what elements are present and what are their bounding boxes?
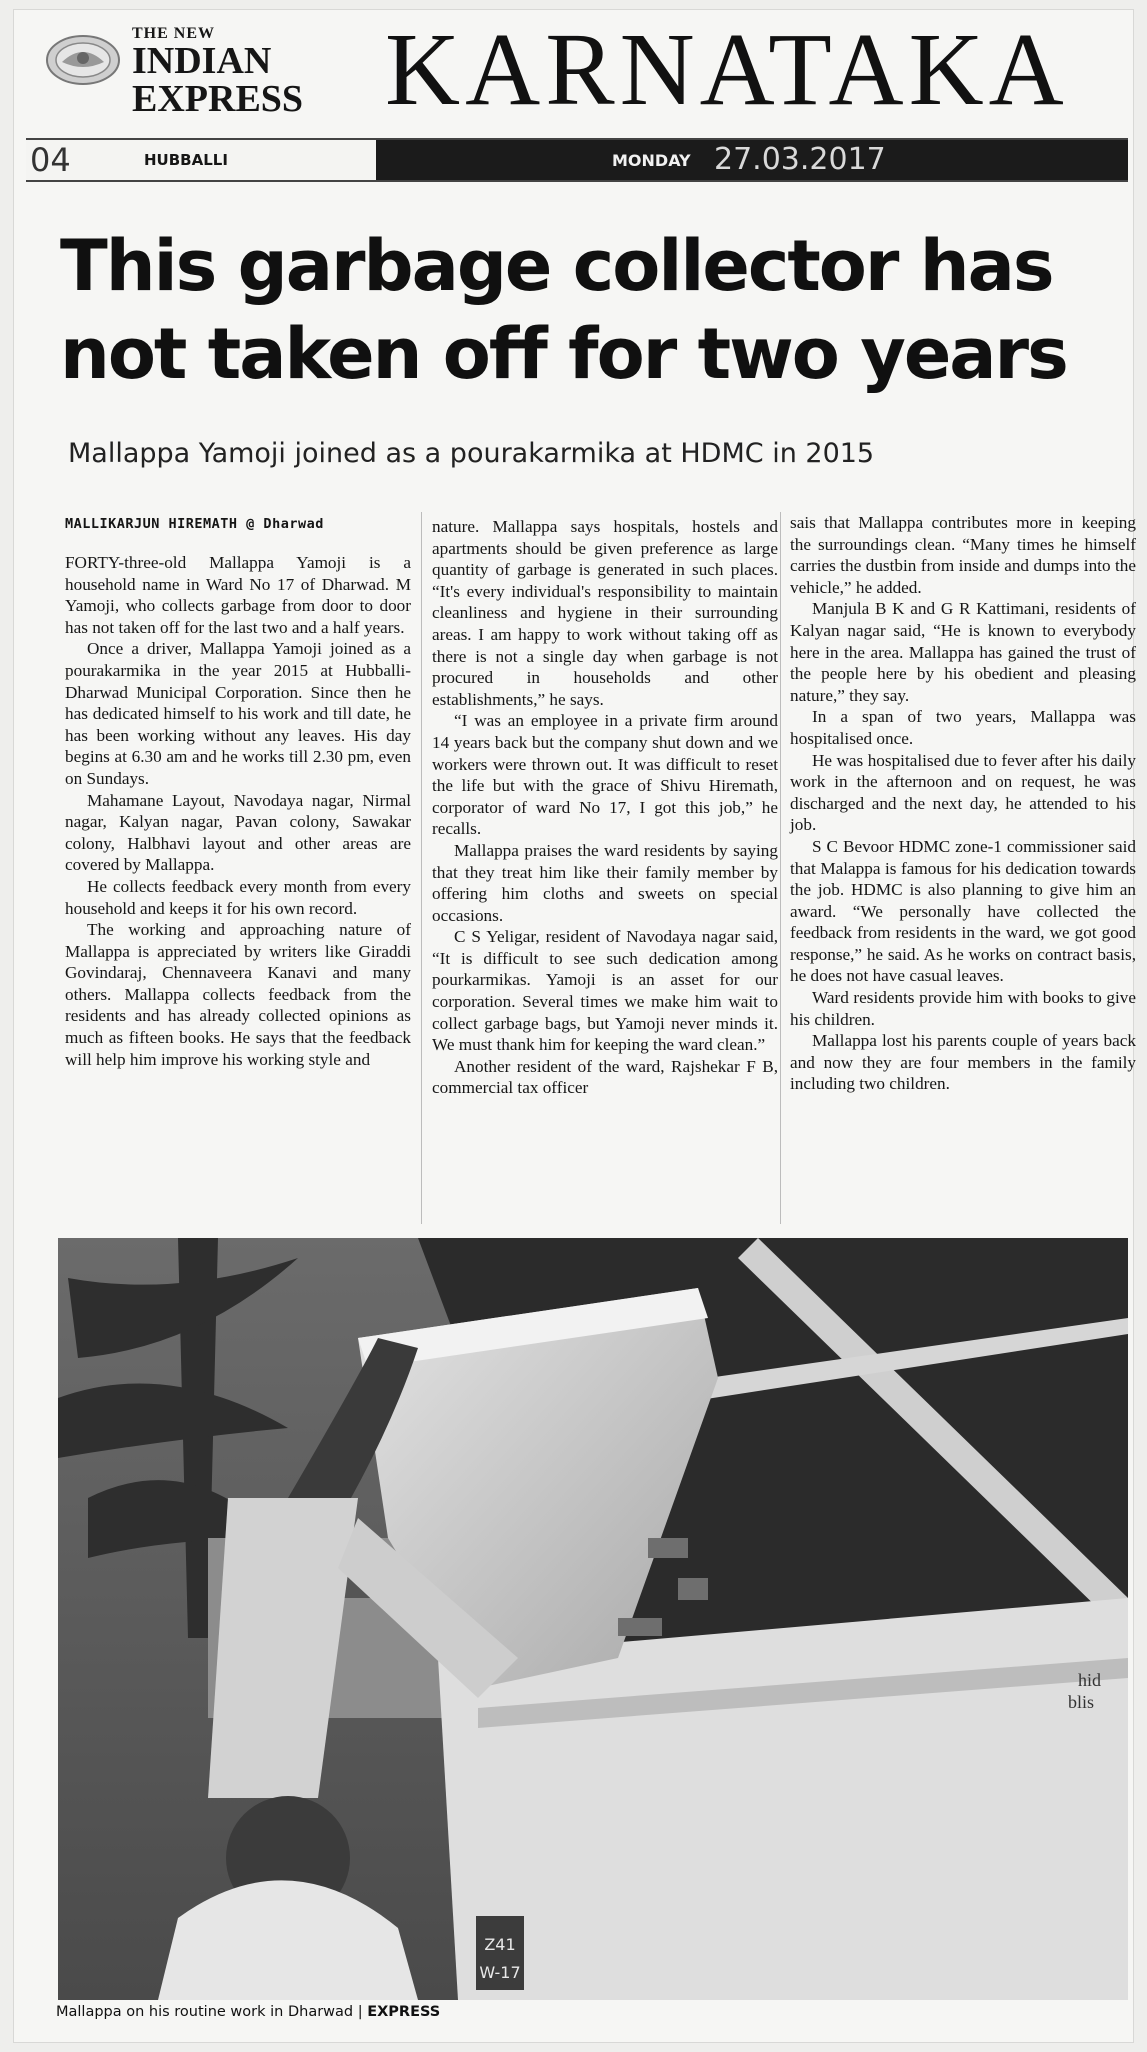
newspaper-logo-icon — [42, 30, 124, 90]
byline: MALLIKARJUN HIREMATH @ Dharwad — [65, 516, 324, 532]
paragraph: FORTY-three-old Mallappa Yamoji is a household name in Ward No 17 of Dharwad. M Yamoji, who collects garbage from door to door has not taken off for the last two and a half years. — [65, 553, 411, 637]
paragraph: Once a driver, Mallappa Yamoji joined as a pourakarmika in the year 2015 at Hubballi-Dharwad Municipal Corporation. Since then he has dedicated himself to his work and till date, he has been working without any leaves. His day begins at 6.30 am and he works till 2.30 pm, even on Sundays. — [65, 639, 411, 788]
column-rule — [780, 512, 781, 1224]
brand-line-2: INDIAN — [132, 40, 272, 82]
article-column-3 — [790, 512, 1136, 1095]
paragraph: C S Yeligar, resident of Navodaya nagar said, “It is difficult to see such dedication among pourkarmikas. Yamoji is an asset for our corporation. Several times we make him wait to collect garbage bags, but Yamoji never minds it. We must thank him for keeping the ward clean.” — [432, 927, 778, 1055]
issue-day: MONDAY — [612, 151, 691, 170]
brand-line-3: EXPRESS — [132, 78, 304, 120]
date-bar — [376, 140, 1128, 180]
paragraph: He was hospitalised due to fever after his daily work in the afternoon and on request, he was discharged and the next day, he attended to his job. — [790, 750, 1136, 835]
paragraph: The working and approaching nature of Mallappa is appreciated by writers like Giraddi Govindaraj, Chennaveera Kanavi and many others. Mallappa collects feedback from the residents and has already collected opinions as much as fifteen books. He says that the feedback will help him improve his working style and — [65, 920, 411, 1069]
issue-date: 27.03.2017 — [714, 142, 886, 177]
deck: Mallappa Yamoji joined as a pourakarmika at HDMC in 2015 — [68, 438, 875, 469]
caption-credit: EXPRESS — [367, 2004, 441, 2020]
plate-line-2: W-17 — [479, 1963, 521, 1982]
paragraph: S C Bevoor HDMC zone-1 commissioner said that Malappa is famous for his dedication towards the job. HDMC is also planning to give him an award. “We personally have collected the feedback from residents in the ward, we got good response,” he said. As he works on contract basis, he does not have casual leaves. — [790, 836, 1136, 986]
column-rule — [421, 512, 422, 1224]
edition-name: HUBBALLI — [144, 151, 228, 169]
paragraph: He collects feedback every month from every household and keeps it for his own record. — [65, 876, 411, 918]
article-column-1 — [65, 552, 411, 1070]
brand-line-1: THE NEW — [132, 25, 216, 42]
paragraph: sais that Mallappa contributes more in keeping the surroundings clean. “Many times he himself carries the dustbin from inside and dumps into the vehicle,” he added. — [790, 513, 1136, 597]
section-title: KARNATAKA — [385, 12, 1069, 127]
caption-text: Mallappa on his routine work in Dharwad — [56, 2004, 354, 2020]
article-column-2 — [432, 516, 778, 1099]
edition-strip — [26, 138, 1128, 182]
paragraph: Mallappa praises the ward residents by saying that they treat him like their family member by offering him cloths and sweets on special occasions. — [432, 840, 778, 925]
plate-line-1: Z41 — [484, 1935, 516, 1954]
paragraph: Mallappa lost his parents couple of years back and now they are four members in the family including two children. — [790, 1031, 1136, 1094]
page-number: 04 — [30, 141, 71, 179]
paragraph: Another resident of the ward, Rajshekar F B, commercial tax officer — [432, 1056, 778, 1098]
headline: This garbage collector has not taken off for two years — [60, 225, 1067, 395]
paragraph: “I was an employee in a private firm around 14 years back but the company shut down and we workers were thrown out. It was difficult to reset the life but with the grace of Shivu Hiremath, corporator of ward No 17, I got this job,” he recalls. — [432, 711, 778, 839]
paragraph: Mahamane Layout, Navodaya nagar, Nirmal nagar, Kalyan nagar, Pavan colony, Sawakar colony, Halbhavi layout and other areas are covered by Mallappa. — [65, 790, 411, 875]
paragraph: nature. Mallappa says hospitals, hostels and apartments should be given preference as large quantity of garbage is generated in such places. “It's every individual's responsibility to maintain cleanliness and hygiene in their surrounding areas. I am happy to work without taking off as there is not a single day when garbage is not procured in households and other establishments,” he says. — [432, 517, 778, 709]
article-photo — [58, 1238, 1128, 2000]
paragraph: Ward residents provide him with books to give his children. — [790, 988, 1136, 1029]
photo-caption: Mallappa on his routine work in Dharwad | EXPRESS — [56, 2004, 441, 2020]
brand-wordmark — [132, 26, 352, 118]
show-through-text: blis — [1068, 1692, 1095, 1712]
show-through-text: hid — [1078, 1670, 1102, 1690]
paragraph: In a span of two years, Mallappa was hospitalised once. — [790, 707, 1136, 748]
paragraph: Manjula B K and G R Kattimani, residents of Kalyan nagar said, “He is known to everybody here in the area. Mallappa has gained the trust of the people here by his obedient and pleasing nature,” they say. — [790, 599, 1136, 705]
